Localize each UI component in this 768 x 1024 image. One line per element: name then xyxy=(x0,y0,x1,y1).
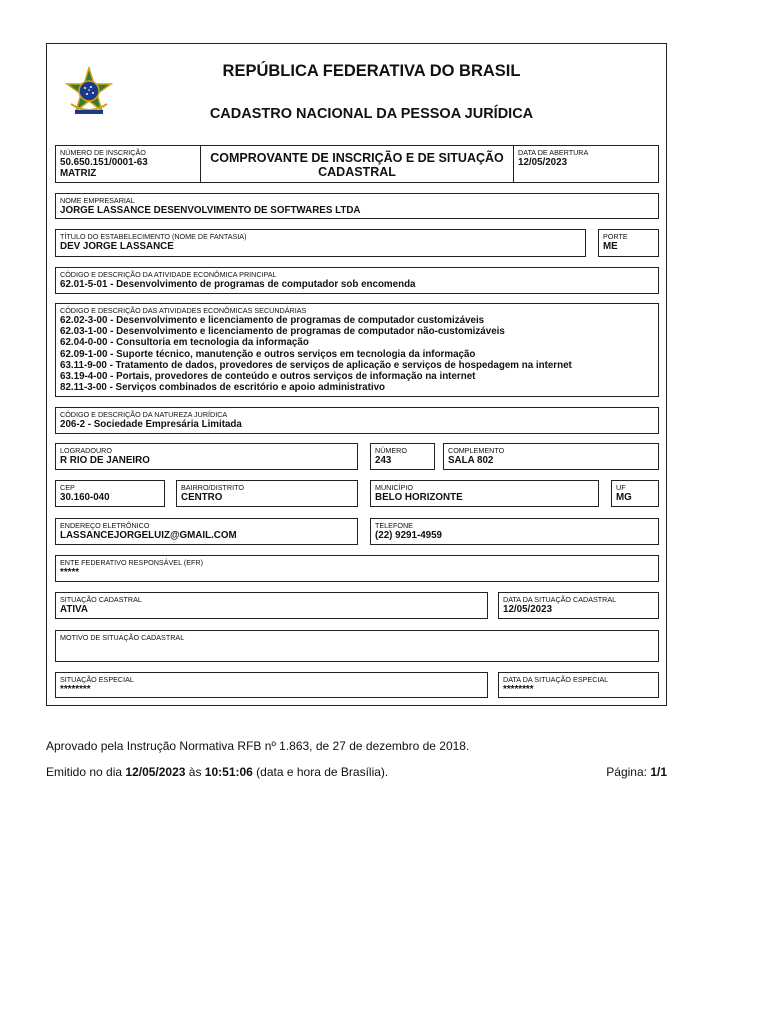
situacao-especial-value: ******** xyxy=(60,684,91,695)
data-abertura-field xyxy=(513,145,659,183)
field-label: NOME EMPRESARIAL xyxy=(60,196,135,205)
telefone-field xyxy=(370,518,659,545)
emitido-time: 10:51:06 xyxy=(204,765,253,779)
situacao-cadastral-value: ATIVA xyxy=(60,604,88,615)
cadastro-title: CADASTRO NACIONAL DA PESSOA JURÍDICA xyxy=(209,106,534,122)
emitido-date: 12/05/2023 xyxy=(125,765,186,779)
cep-value: 30.160-040 xyxy=(60,492,110,503)
atividades-secundarias-field xyxy=(55,303,659,397)
field-label: SITUAÇÃO CADASTRAL xyxy=(60,595,142,604)
nome-empresarial-field xyxy=(55,193,659,219)
email-field xyxy=(55,518,358,545)
situacao-especial-field xyxy=(55,672,488,698)
pagina-indicator: Página: 1/1 xyxy=(606,765,667,779)
numero-inscricao-value: 50.650.151/0001-63 xyxy=(60,157,148,168)
field-label: NÚMERO xyxy=(375,446,407,455)
telefone-value: (22) 9291-4959 xyxy=(375,530,442,541)
field-label: NÚMERO DE INSCRIÇÃO xyxy=(60,148,146,157)
field-label: DATA DA SITUAÇÃO CADASTRAL xyxy=(503,595,617,604)
porte-value: ME xyxy=(603,241,618,252)
bairro-value: CENTRO xyxy=(181,492,223,503)
cep-field xyxy=(55,480,165,507)
logradouro-value: R RIO DE JANEIRO xyxy=(60,455,150,466)
field-label: TELEFONE xyxy=(375,521,413,530)
atividade-secundaria-item: 62.04-0-00 - Consultoria em tecnologia da informação xyxy=(60,337,309,349)
complemento-field xyxy=(443,443,659,470)
efr-value: ***** xyxy=(60,567,80,578)
field-label: CÓDIGO E DESCRIÇÃO DA ATIVIDADE ECONÔMICA PRINCIPAL xyxy=(60,270,277,279)
republic-title: REPÚBLICA FEDERATIVA DO BRASIL xyxy=(222,62,521,80)
uf-field xyxy=(611,480,659,507)
emitido-text: Emitido no dia 12/05/2023 às 10:51:06 (data e hora de Brasília). xyxy=(46,765,389,779)
field-label: SITUAÇÃO ESPECIAL xyxy=(60,675,134,684)
atividade-secundaria-item: 82.11-3-00 - Serviços combinados de escritório e apoio administrativo xyxy=(60,382,386,394)
numero-value: 243 xyxy=(375,455,392,466)
field-label: CÓDIGO E DESCRIÇÃO DA NATUREZA JURÍDICA xyxy=(60,410,228,419)
field-label: LOGRADOURO xyxy=(60,446,112,455)
document-frame xyxy=(46,43,667,706)
uf-value: MG xyxy=(616,492,632,503)
atividade-secundaria-item: 63.11-9-00 - Tratamento de dados, provedores de serviços de aplicação e serviços de hospedagem na internet xyxy=(60,359,572,371)
field-label: TÍTULO DO ESTABELECIMENTO (NOME DE FANTASIA) xyxy=(60,232,247,241)
field-label: ENDEREÇO ELETRÔNICO xyxy=(60,521,150,530)
field-label: CÓDIGO E DESCRIÇÃO DAS ATIVIDADES ECONÔMICAS SECUNDÁRIAS xyxy=(60,306,307,315)
data-situacao-cadastral-value: 12/05/2023 xyxy=(503,604,553,615)
municipio-field xyxy=(370,480,599,507)
bairro-field xyxy=(176,480,358,507)
tipo-matriz: MATRIZ xyxy=(60,168,97,180)
numero-field xyxy=(370,443,435,470)
field-label: ENTE FEDERATIVO RESPONSÁVEL (EFR) xyxy=(60,558,203,567)
field-label: MOTIVO DE SITUAÇÃO CADASTRAL xyxy=(60,633,185,642)
comprovante-title: COMPROVANTE DE INSCRIÇÃO E DE SITUAÇÃO CADASTRAL xyxy=(210,151,504,179)
field-label: COMPLEMENTO xyxy=(448,446,505,455)
atividade-principal-value: 62.01-5-01 - Desenvolvimento de programas de computador sob encomenda xyxy=(60,279,416,290)
atividade-secundaria-item: 62.03-1-00 - Desenvolvimento e licenciamento de programas de computador não-customizáveis xyxy=(60,326,505,338)
aprovado-text: Aprovado pela Instrução Normativa RFB nº 1.863, de 27 de dezembro de 2018. xyxy=(46,739,470,753)
atividade-secundaria-item: 62.02-3-00 - Desenvolvimento e licenciamento de programas de computador customizáveis xyxy=(60,315,485,326)
field-label: BAIRRO/DISTRITO xyxy=(181,483,244,492)
atividade-secundaria-item: 62.09-1-00 - Suporte técnico, manutenção e outros serviços em tecnologia da informação xyxy=(60,348,476,360)
field-label: CEP xyxy=(60,483,75,492)
atividade-principal-field xyxy=(55,267,659,294)
municipio-value: BELO HORIZONTE xyxy=(375,492,463,503)
numero-inscricao-field xyxy=(55,145,201,183)
data-situacao-especial-value: ******** xyxy=(503,684,534,695)
nome-empresarial-value: JORGE LASSANCE DESENVOLVIMENTO DE SOFTWARES LTDA xyxy=(60,205,361,216)
pagina-value: 1/1 xyxy=(650,765,667,779)
natureza-juridica-field xyxy=(55,407,659,434)
nome-fantasia-field xyxy=(55,229,586,257)
data-situacao-especial-field xyxy=(498,672,659,698)
field-label: DATA DE ABERTURA xyxy=(518,148,589,157)
motivo-situacao-field xyxy=(55,630,659,662)
field-label: UF xyxy=(616,483,626,492)
email-value: LASSANCEJORGELUIZ@GMAIL.COM xyxy=(60,530,237,541)
atividade-secundaria-item: 63.19-4-00 - Portais, provedores de conteúdo e outros serviços de informação na internet xyxy=(60,371,476,383)
data-situacao-cadastral-field xyxy=(498,592,659,619)
logradouro-field xyxy=(55,443,358,470)
natureza-juridica-value: 206-2 - Sociedade Empresária Limitada xyxy=(60,419,242,430)
field-label: PORTE xyxy=(603,232,628,241)
complemento-value: SALA 802 xyxy=(448,455,494,466)
field-label: DATA DA SITUAÇÃO ESPECIAL xyxy=(503,675,609,684)
field-label: MUNICÍPIO xyxy=(375,483,413,492)
comprovante-title-box xyxy=(200,145,514,183)
data-abertura-value: 12/05/2023 xyxy=(518,157,568,168)
porte-field xyxy=(598,229,659,257)
efr-field xyxy=(55,555,659,582)
nome-fantasia-value: DEV JORGE LASSANCE xyxy=(60,241,174,252)
situacao-cadastral-field xyxy=(55,592,488,619)
